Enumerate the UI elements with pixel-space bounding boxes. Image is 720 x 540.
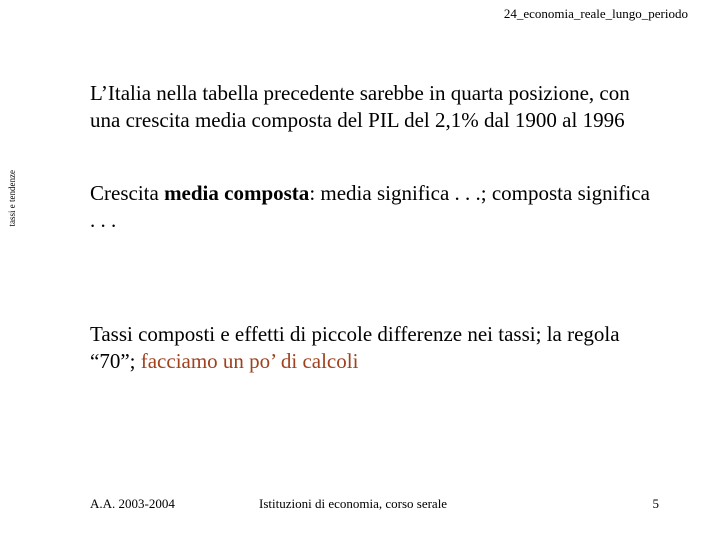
paragraph2-suffix: : media significa . . .; composta significa . . . (90, 181, 650, 232)
paragraph-italy-position: L’Italia nella tabella precedente sarebbe in quarta posizione, con una crescita media composta del PIL del 2,1% dal 1900 al 1996 (90, 81, 630, 132)
paragraph-compound-rates (90, 321, 660, 375)
vertical-side-label: tassi e tendenze (7, 170, 17, 227)
bold-term-composta: composta (224, 181, 310, 205)
paragraph2-prefix: Crescita (90, 181, 165, 205)
paragraph3-text: Tassi composti e effetti di piccole differenze nei tassi; la regola “70”; (90, 322, 620, 373)
file-title: 24_economia_reale_lungo_periodo (503, 6, 688, 21)
bold-term-media: media (164, 181, 219, 205)
footer-page-number: 5 (652, 496, 659, 511)
paragraph-compound-growth (90, 180, 660, 234)
footer-academic-year: A.A. 2003-2004 (90, 496, 175, 511)
calculations-highlight: facciamo un po’ di calcoli (140, 349, 359, 373)
footer-course: Istituzioni di economia, corso serale (259, 496, 448, 511)
